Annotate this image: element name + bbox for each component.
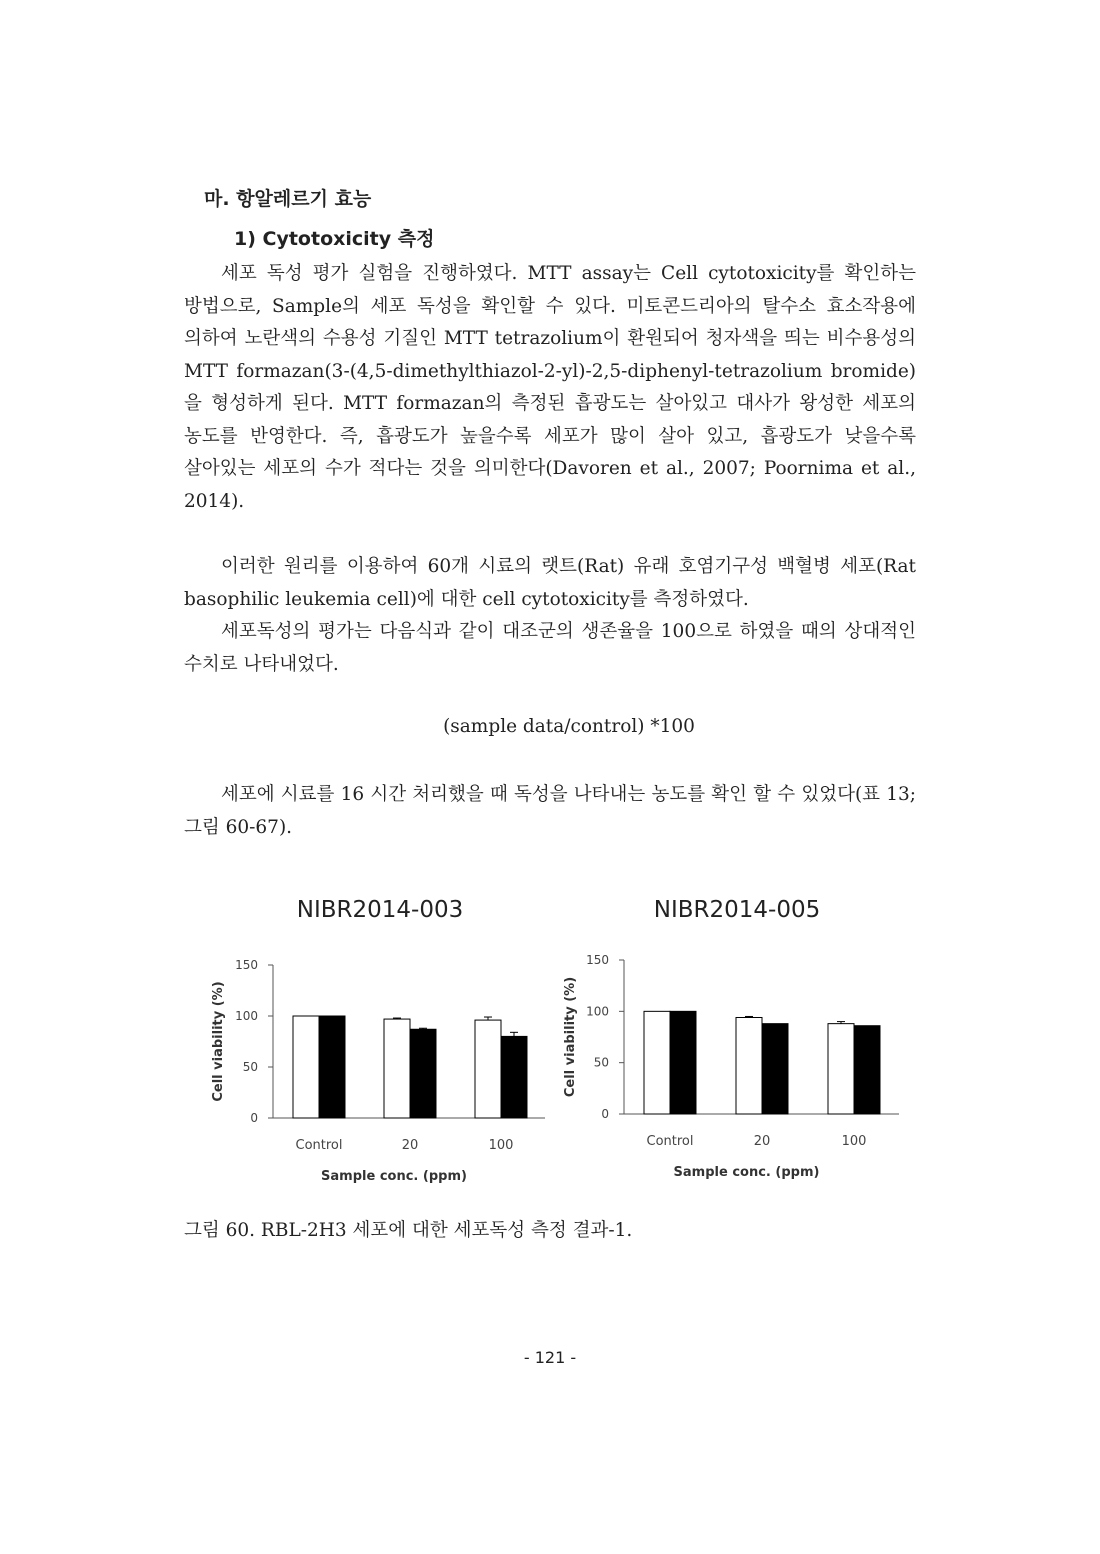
- x-category-label: 100: [841, 1134, 867, 1149]
- y-axis-label: Cell viability (%): [211, 981, 226, 1102]
- bar-black-control: [319, 1016, 345, 1118]
- section-title: 마. 항알레르기 효능: [204, 188, 372, 210]
- bar-white-20: [736, 1017, 762, 1114]
- bar-black-control: [670, 1011, 696, 1114]
- bar-white-control: [293, 1016, 319, 1118]
- x-category-label: Control: [646, 1134, 694, 1149]
- y-tick-label: 0: [250, 1111, 258, 1125]
- y-tick-label: 100: [235, 1009, 258, 1023]
- x-axis-label: Sample conc. (ppm): [321, 1169, 467, 1184]
- y-tick-label: 50: [242, 1060, 258, 1074]
- paragraph-principle: 이러한 원리를 이용하여 60개 시료의 랫트(Rat) 유래 호염기구성 백혈병 세포(Rat basophilic leukemia cell)에 대한 cell cytotoxicity를 측정하였다.: [184, 556, 916, 610]
- chart-nibr2014-005: [552, 885, 912, 1195]
- chart-nibr2014-003: [200, 885, 560, 1195]
- page-number: - 121 -: [523, 1348, 577, 1367]
- x-category-label: 20: [401, 1138, 419, 1153]
- bar-black-100: [854, 1026, 880, 1114]
- y-tick-label: 150: [235, 958, 258, 972]
- bar-white-control: [644, 1011, 670, 1114]
- x-category-label: 100: [488, 1138, 514, 1153]
- formula: (sample data/control) *100: [443, 716, 695, 737]
- x-axis-label: Sample conc. (ppm): [673, 1165, 820, 1180]
- y-tick-label: 150: [586, 953, 609, 967]
- x-category-label: Control: [295, 1138, 343, 1153]
- bar-white-20: [384, 1019, 410, 1118]
- subsection-title: 1) Cytotoxicity 측정: [234, 228, 435, 250]
- bar-black-100: [501, 1036, 527, 1118]
- bar-white-100: [475, 1020, 501, 1118]
- y-tick-label: 50: [593, 1055, 609, 1070]
- chart-title: NIBR2014-005: [653, 897, 821, 923]
- paragraph-evaluation: 세포독성의 평가는 다음식과 같이 대조군의 생존율을 100으로 하였을 때의 상대적인 수치로 나타내었다.: [184, 621, 916, 675]
- y-tick-label: 0: [601, 1107, 609, 1121]
- bar-black-20: [762, 1024, 788, 1114]
- y-tick-label: 100: [586, 1004, 609, 1019]
- chart-title: NIBR2014-003: [296, 897, 464, 923]
- paragraph-result: 세포에 시료를 16 시간 처리했을 때 독성을 나타내는 농도를 확인 할 수 있었다(표 13; 그림 60-67).: [184, 784, 916, 838]
- paragraph-mtt-assay: 세포 독성 평가 실험을 진행하였다. MTT assay는 Cell cytotoxicity를 확인하는 방법으로, Sample의 세포 독성을 확인할 수 있다. 미토콘드리아의 탈수소 효소작용에 의하여 노란색의 수용성 기질인 MTT tetrazolium이 환원되어 청자색을 띄는 비수용성의 MTT formazan(3-(4,5-dimethylthiazol-2-yl)-2,5-diphenyl-tetrazolium bromide)을 형성하게 된다. MTT formazan의 측정된 흡광도는 살아있고 대사가 왕성한 세포의 농도를 반영한다. 즉, 흡광도가 높을수록 세포가 많이 살아 있고, 흡광도가 낮을수록 살아있는 세포의 수가 적다는 것을 의미한다(Davoren et al., 2007; Poornima et al., 2014).: [184, 263, 916, 512]
- bar-white-100: [828, 1024, 854, 1114]
- figure-caption: 그림 60. RBL-2H3 세포에 대한 세포독성 측정 결과-1.: [184, 1220, 633, 1241]
- y-axis-label: Cell viability (%): [563, 976, 578, 1098]
- bar-black-20: [410, 1029, 436, 1118]
- x-category-label: 20: [753, 1134, 771, 1149]
